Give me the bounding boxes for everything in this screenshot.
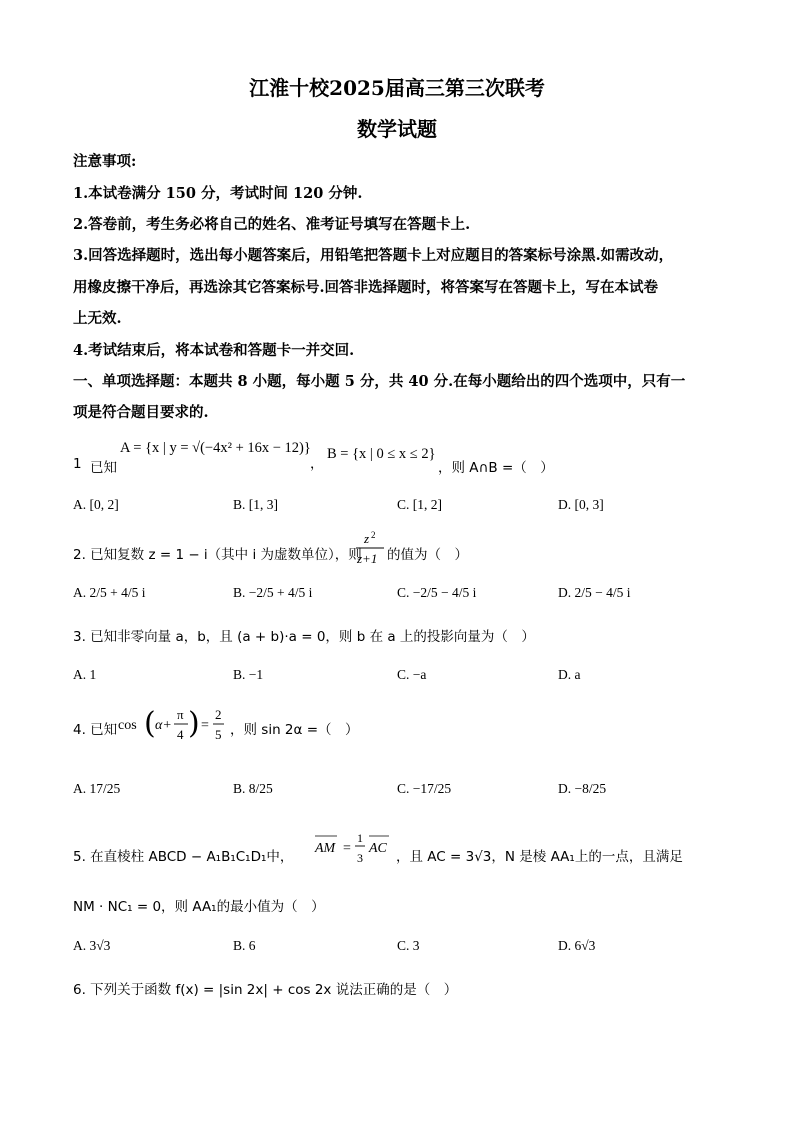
note-1: 1.本试卷满分 150 分，考试时间 120 分钟.: [73, 185, 363, 202]
svg-text:1: 1: [357, 831, 363, 845]
q5-stem-line-1b: ，且 AC = 3√3，N 是棱 AA₁上的一点，且满足: [396, 849, 683, 865]
notes-heading: 注意事项:: [73, 153, 137, 170]
exam-title: 江淮十校2025届高三第三次联考: [249, 76, 545, 100]
q2-stem-b: 的值为（ ）: [387, 547, 468, 563]
q1-option-c: C. [1, 2]: [397, 497, 442, 512]
svg-text:5: 5: [215, 727, 222, 742]
q4-cos-expression: [118, 703, 230, 747]
svg-text:z: z: [364, 531, 370, 546]
exam-subtitle: 数学试题: [357, 117, 437, 141]
svg-text:3: 3: [357, 851, 363, 865]
q3-option-b: B. −1: [233, 667, 264, 682]
q2-option-c: C. −2/5 − 4/5 i: [397, 585, 477, 600]
svg-text:AM: AM: [315, 841, 336, 856]
q1-option-a: A. [0, 2]: [73, 497, 119, 512]
section-heading-line-1: 一、单项选择题：本题共 8 小题，每小题 5 分，共 40 分.在每小题给出的四个选项中，只有一: [73, 373, 686, 390]
note-3-line-3: 上无效.: [73, 310, 122, 327]
q3-stem: 3. 已知非零向量 a，b，且 (a + b)·a = 0，则 b 在 a 上的投影向量为（ ）: [73, 629, 535, 645]
q1-option-d: D. [0, 3]: [558, 497, 604, 512]
q5-option-a: A. 3√3: [73, 938, 111, 953]
svg-text:α+: α+: [155, 718, 172, 733]
q3-option-c: C. −a: [397, 667, 427, 682]
q5-option-d: D. 6√3: [558, 938, 596, 953]
q4-option-c: C. −17/25: [397, 781, 452, 796]
q4-stem-b: ，则 sin 2α =（ ）: [230, 722, 359, 738]
note-3-line-2: 用橡皮擦干净后，再选涂其它答案标号.回答非选择题时，将答案写在答题卡上，写在本试卷: [73, 279, 659, 296]
q3-option-d: D. a: [558, 667, 581, 682]
q2-stem-a: 2. 已知复数 z = 1 − i（其中 i 为虚数单位），则: [73, 547, 362, 563]
svg-text:cos: cos: [118, 718, 137, 733]
section-heading-line-2: 项是符合题目要求的.: [73, 404, 209, 421]
q1-set-a: A = {x | y = √(−4x² + 16x − 12)}: [120, 440, 311, 456]
svg-text:): ): [188, 706, 200, 741]
q5-stem-line-1a: 5. 在直棱柱 ABCD − A₁B₁C₁D₁中，: [73, 849, 294, 865]
q1-suffix: ，则 A∩B =（ ）: [438, 460, 554, 476]
note-2: 2.答卷前，考生务必将自己的姓名、准考证号填写在答题卡上.: [73, 216, 471, 233]
q4-stem-a: 4. 已知: [73, 722, 118, 738]
svg-text:=: =: [343, 841, 351, 856]
svg-text:2: 2: [371, 530, 376, 540]
q1-comma: ，: [310, 456, 324, 472]
q3-option-a: A. 1: [73, 667, 97, 682]
q4-option-b: B. 8/25: [233, 781, 273, 796]
q2-option-a: A. 2/5 + 4/5 i: [73, 585, 146, 600]
note-3-line-1: 3.回答选择题时，选出每小题答案后，用铅笔把答题卡上对应题目的答案标号涂黑.如需改动，: [73, 247, 674, 264]
q6-stem: 6. 下列关于函数 f(x) = |sin 2x| + cos 2x 说法正确的是（ ）: [73, 982, 458, 998]
q1-prefix: 已知: [90, 460, 117, 476]
q4-option-a: A. 17/25: [73, 781, 121, 796]
note-4: 4.考试结束后，将本试卷和答题卡一并交回.: [73, 342, 355, 359]
q5-vector-equation: [313, 828, 395, 870]
svg-text:AC: AC: [369, 841, 387, 856]
q2-fraction: [354, 530, 386, 568]
q5-option-b: B. 6: [233, 938, 256, 953]
svg-text:(: (: [144, 706, 156, 741]
svg-text:4: 4: [177, 727, 184, 742]
svg-text:π: π: [177, 707, 184, 722]
q1-set-b: B = {x | 0 ≤ x ≤ 2}: [327, 446, 436, 462]
svg-text:z+1: z+1: [357, 551, 378, 566]
q1-option-b: B. [1, 3]: [233, 497, 278, 512]
q2-option-b: B. −2/5 + 4/5 i: [233, 585, 313, 600]
svg-text:2: 2: [215, 707, 222, 722]
q4-option-d: D. −8/25: [558, 781, 607, 796]
q5-stem-line-2: NM · NC₁ = 0，则 AA₁的最小值为（ ）: [73, 899, 325, 915]
q1-number: 1: [73, 456, 82, 472]
svg-text:=: =: [201, 718, 209, 733]
q2-option-d: D. 2/5 − 4/5 i: [558, 585, 631, 600]
q5-option-c: C. 3: [397, 938, 420, 953]
